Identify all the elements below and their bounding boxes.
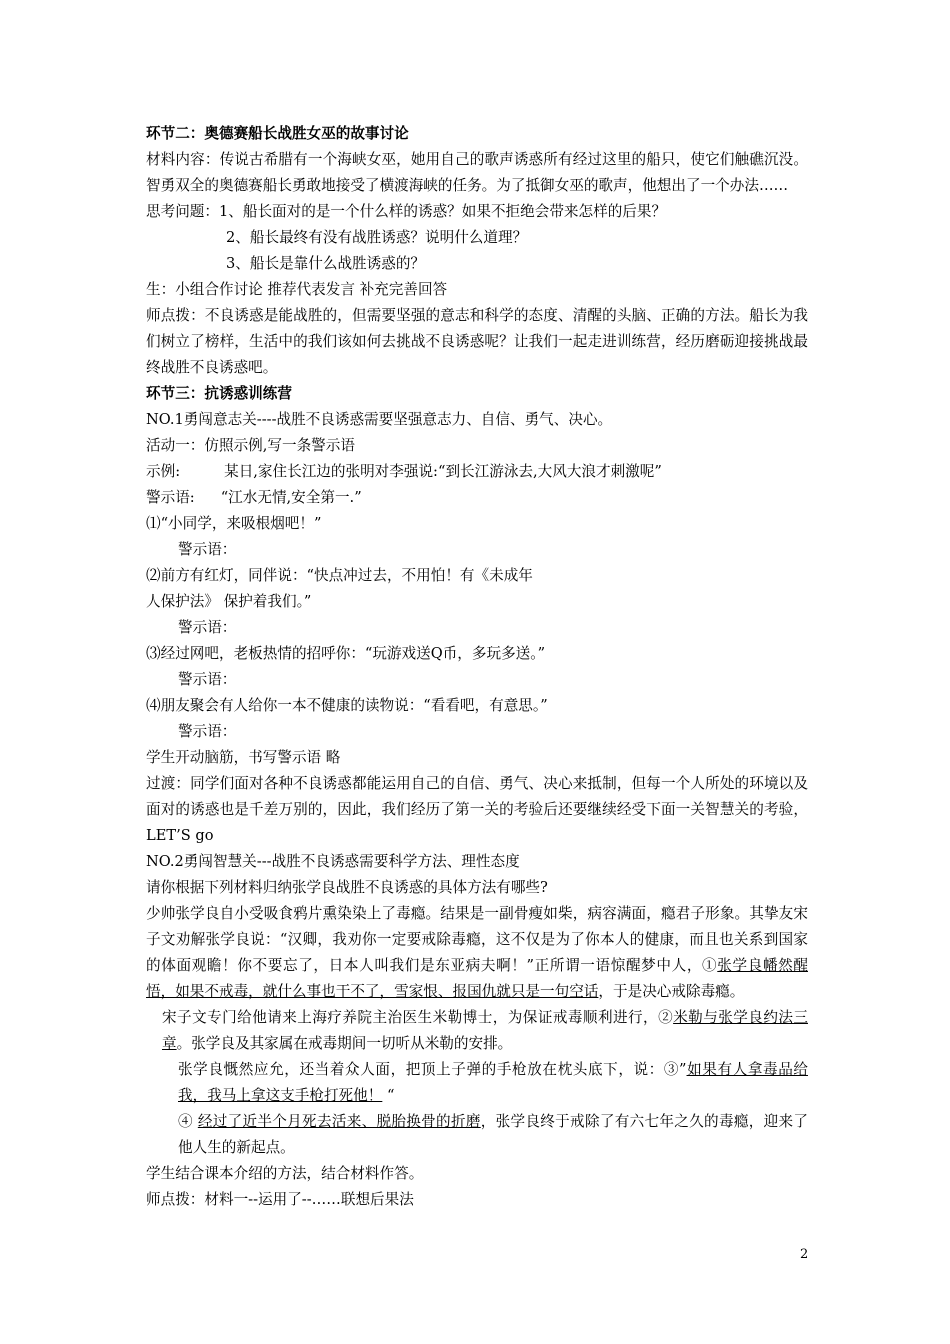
story-2-text: 宋子文专门给他请来上海疗养院主治医生米勒博士，为保证戒毒顺利进行，② xyxy=(162,1009,674,1026)
teacher-note: 师点拨：不良诱惑是能战胜的，但需要坚强的意志和科学的态度、清醒的头脑、正确的方法。船长为我们树立了榜样，生活中的我们该如何去挑战不良诱惑呢？让我们一起走进训练营，经历磨砺迎接挑战最终战胜不良诱惑吧。 xyxy=(146,307,808,376)
warning-example: “江水无情,安全第一.” xyxy=(220,489,362,506)
student-line: 生：小组合作讨论 推荐代表发言 补充完善回答 xyxy=(146,281,448,298)
question-3: 3、船长是靠什么战胜诱惑的？ xyxy=(226,255,426,272)
item-2-cont: 人保护法》 保护着我们。” xyxy=(146,593,312,610)
story-1-text: 少帅张学良自小受吸食鸦片熏染染上了毒瘾。结果是一副骨瘦如柴，病容满面，瘾君子形象。其挚友宋子文劝解张学良说：“汉卿，我劝你一定要戒除毒瘾，这不仅是为了你本人的健康，而且也关系到国家的体面观瞻！你不要忘了，日本人叫我们是东亚病夫啊！”正所谓一语惊醒梦中人，① xyxy=(146,905,808,974)
document-body xyxy=(146,121,808,1213)
item-4: ⑷朋友聚会有人给你一本不健康的读物说：“看看吧，有意思。” xyxy=(146,697,548,714)
warning-blank-2: 警示语： xyxy=(178,619,237,636)
story-3-end: “ xyxy=(382,1087,395,1104)
question-label: 思考问题： xyxy=(146,203,219,220)
question-line-1 xyxy=(146,199,808,225)
material-paragraph xyxy=(146,147,808,199)
story-3-text: 张学良慨然应允，还当着众人面，把顶上子弹的手枪放在枕头底下，说：③” xyxy=(178,1061,687,1078)
story-2-underlined: 米勒与张学良约法三章 xyxy=(162,1009,808,1052)
story-4-end: ，张学良终于戒除了有六七年之久的毒瘾，迎来了他人生的新起点。 xyxy=(178,1113,808,1156)
example-label: 示例: xyxy=(146,463,181,480)
story-4-underlined: 经过了近半个月死去活来、脱胎换骨的折磨 xyxy=(197,1113,481,1130)
section2-title: 环节二：奥德赛船长战胜女巫的故事讨论 xyxy=(146,125,409,142)
warning-blank-3: 警示语： xyxy=(178,671,237,688)
warning-blank-4: 警示语： xyxy=(178,723,237,740)
warning-example-line xyxy=(146,485,808,511)
transition: 过渡：同学们面对各种不良诱惑都能运用自己的自信、勇气、决心来抵制，但每一个人所处的环境以及面对的诱惑也是千差万别的，因此，我们经历了第一关的考验后还要继续经受下面一关智慧关的考验，LET’S go xyxy=(146,775,808,844)
story-2-end: 。张学良及其家属在戒毒期间一切听从米勒的安排。 xyxy=(176,1035,513,1052)
activity1: 活动一：仿照示例,写一条警示语 xyxy=(146,437,355,454)
item-3: ⑶经过网吧，老板热情的招呼你：“玩游戏送Q币，多玩多送。” xyxy=(146,645,546,662)
story-paragraph-2 xyxy=(146,1005,808,1057)
item-1: ⑴“小同学，来吸根烟吧！” xyxy=(146,515,322,532)
no1-title: NO.1勇闯意志关----战胜不良诱惑需要坚强意志力、自信、勇气、决心。 xyxy=(146,411,613,428)
no2-prompt: 请你根据下列材料归纳张学良战胜不良诱惑的具体方法有哪些? xyxy=(146,879,548,896)
story-paragraph-1 xyxy=(146,901,808,1005)
question-2: 2、船长最终有没有战胜诱惑？说明什么道理？ xyxy=(226,229,528,246)
teacher-hint: 师点拨：材料一--运用了--……联想后果法 xyxy=(146,1191,414,1208)
material-text: 传说古希腊有一个海峡女巫，她用自己的歌声诱惑所有经过这里的船只，使它们触礁沉没。智勇双全的奥德赛船长勇敢地接受了横渡海峡的任务。为了抵御女巫的歌声，他想出了一个办法…… xyxy=(146,151,808,194)
story-4-text: ④ xyxy=(178,1113,198,1130)
example-line xyxy=(146,459,808,485)
warning-blank-1: 警示语： xyxy=(178,541,237,558)
story-paragraph-4 xyxy=(146,1109,808,1161)
material-label: 材料内容： xyxy=(146,151,220,168)
item-2: ⑵前方有红灯，同伴说：“快点冲过去，不用怕！有《未成年 xyxy=(146,567,533,584)
story-1-underlined: 张学良幡然醒悟，如果不戒毒，就什么事也干不了，雪家恨、报国仇就只是一句空话 xyxy=(146,957,808,1000)
story-1-end: ，于是决心戒除毒瘾。 xyxy=(598,983,745,1000)
question-1: 1、船长面对的是一个什么样的诱惑？如果不拒绝会带来怎样的后果？ xyxy=(218,203,667,220)
warning-label: 警示语: xyxy=(146,489,195,506)
student-answer: 学生结合课本介绍的方法，结合材料作答。 xyxy=(146,1165,424,1182)
section3-title: 环节三：抗诱惑训练营 xyxy=(146,385,292,402)
story-paragraph-3 xyxy=(146,1057,808,1109)
example-text: 某日,家住长江边的张明对李强说:“到长江游泳去,大风大浪才刺激呢” xyxy=(224,463,662,480)
no2-title: NO.2勇闯智慧关---战胜不良诱惑需要科学方法、理性态度 xyxy=(146,853,520,870)
student-task: 学生开动脑筋，书写警示语 略 xyxy=(146,749,341,766)
story-3-underlined: 如果有人拿毒品给我，我马上拿这支手枪打死他！ xyxy=(178,1061,808,1104)
page-number: 2 xyxy=(800,1247,809,1262)
